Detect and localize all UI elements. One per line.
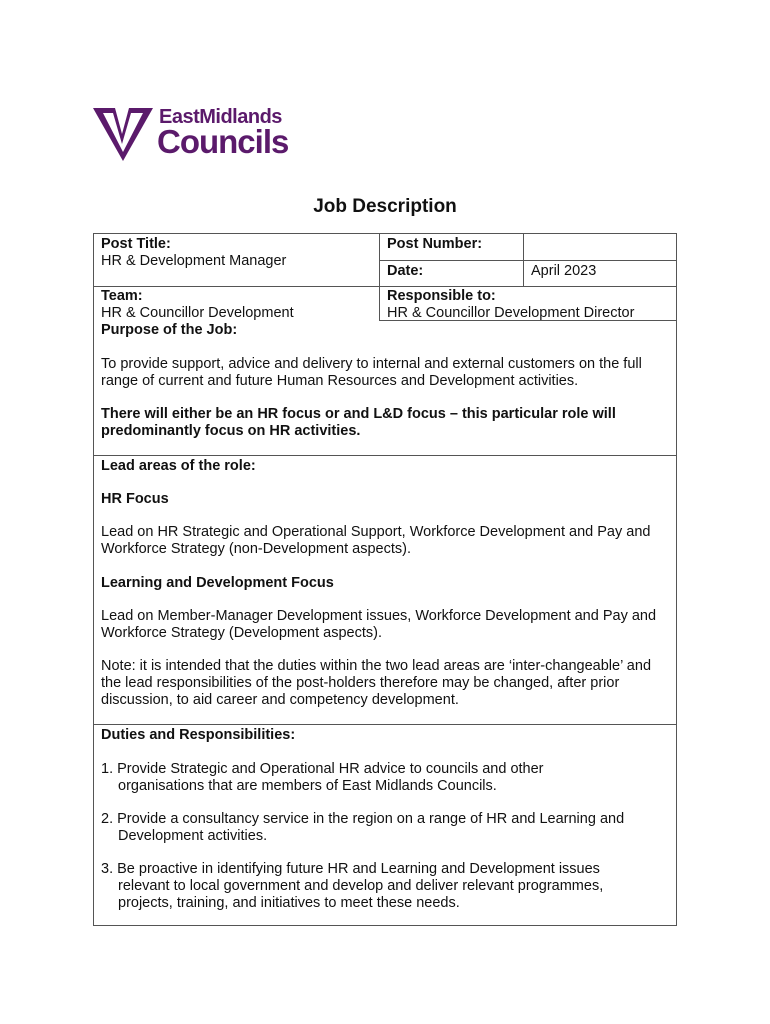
duty-item bbox=[101, 761, 671, 795]
header-row-divider bbox=[93, 286, 677, 287]
duty-item-first-line: 2. Provide a consultancy service in the region on a range of HR and Learning and bbox=[101, 811, 625, 827]
duty-item-continuation: relevant to local government and develop and deliver relevant programmes, projects, training, and initiatives to meet these needs. bbox=[118, 878, 604, 911]
hr-focus-heading: HR Focus bbox=[101, 491, 169, 507]
post-number-label: Post Number: bbox=[387, 236, 483, 252]
duty-item-first-line: 3. Be proactive in identifying future HR and Learning and Development issues bbox=[101, 861, 600, 877]
duty-item bbox=[101, 811, 671, 845]
responsible-to-value: HR & Councillor Development Director bbox=[387, 305, 635, 321]
header-column-divider bbox=[379, 233, 380, 320]
purpose-heading: Purpose of the Job: bbox=[101, 322, 238, 338]
ld-focus-heading: Learning and Development Focus bbox=[101, 575, 334, 591]
document-title: Job Description bbox=[313, 196, 457, 217]
post-title-value: HR & Development Manager bbox=[101, 253, 287, 269]
post-number-row-divider bbox=[379, 260, 677, 261]
team-value: HR & Councillor Development bbox=[101, 305, 294, 321]
logo-text-line2: Councils bbox=[157, 123, 289, 160]
responsible-to-label: Responsible to: bbox=[387, 288, 496, 304]
date-label: Date: bbox=[387, 263, 424, 279]
east-midlands-councils-logo bbox=[93, 104, 313, 164]
duty-item-continuation: organisations that are members of East Midlands Councils. bbox=[118, 778, 497, 794]
date-value: April 2023 bbox=[531, 263, 597, 279]
ld-focus-text: Lead on Member-Manager Development issues, Workforce Development and Pay and Workforce Strategy (Development aspects). bbox=[101, 608, 657, 641]
lead-areas-note: Note: it is intended that the duties within the two lead areas are ‘inter-changeable’ and the lead responsibilities of the post-holders therefore may be changed, after prior discussion, to aid career and competency development. bbox=[101, 658, 652, 708]
purpose-text: To provide support, advice and delivery to internal and external customers on the full range of current and future Human Resources and Development activities. bbox=[101, 356, 642, 389]
lead-areas-heading: Lead areas of the role: bbox=[101, 458, 256, 474]
duty-item bbox=[101, 861, 671, 912]
hr-focus-text: Lead on HR Strategic and Operational Support, Workforce Development and Pay and Workforce Strategy (non-Development aspects). bbox=[101, 524, 651, 557]
logo-text-line1: EastMidlands bbox=[159, 106, 282, 128]
duties-heading: Duties and Responsibilities: bbox=[101, 727, 296, 743]
checkmark-logo-icon bbox=[93, 104, 153, 162]
purpose-focus-note: There will either be an HR focus or and L&D focus – this particular role will predominantly focus on HR activities. bbox=[101, 406, 616, 439]
post-title-label: Post Title: bbox=[101, 236, 171, 252]
duties-section-divider bbox=[93, 724, 677, 725]
team-label: Team: bbox=[101, 288, 143, 304]
duty-item-first-line: 1. Provide Strategic and Operational HR advice to councils and other bbox=[101, 761, 544, 777]
duty-item-continuation: Development activities. bbox=[118, 828, 268, 844]
lead-section-divider bbox=[93, 455, 677, 456]
